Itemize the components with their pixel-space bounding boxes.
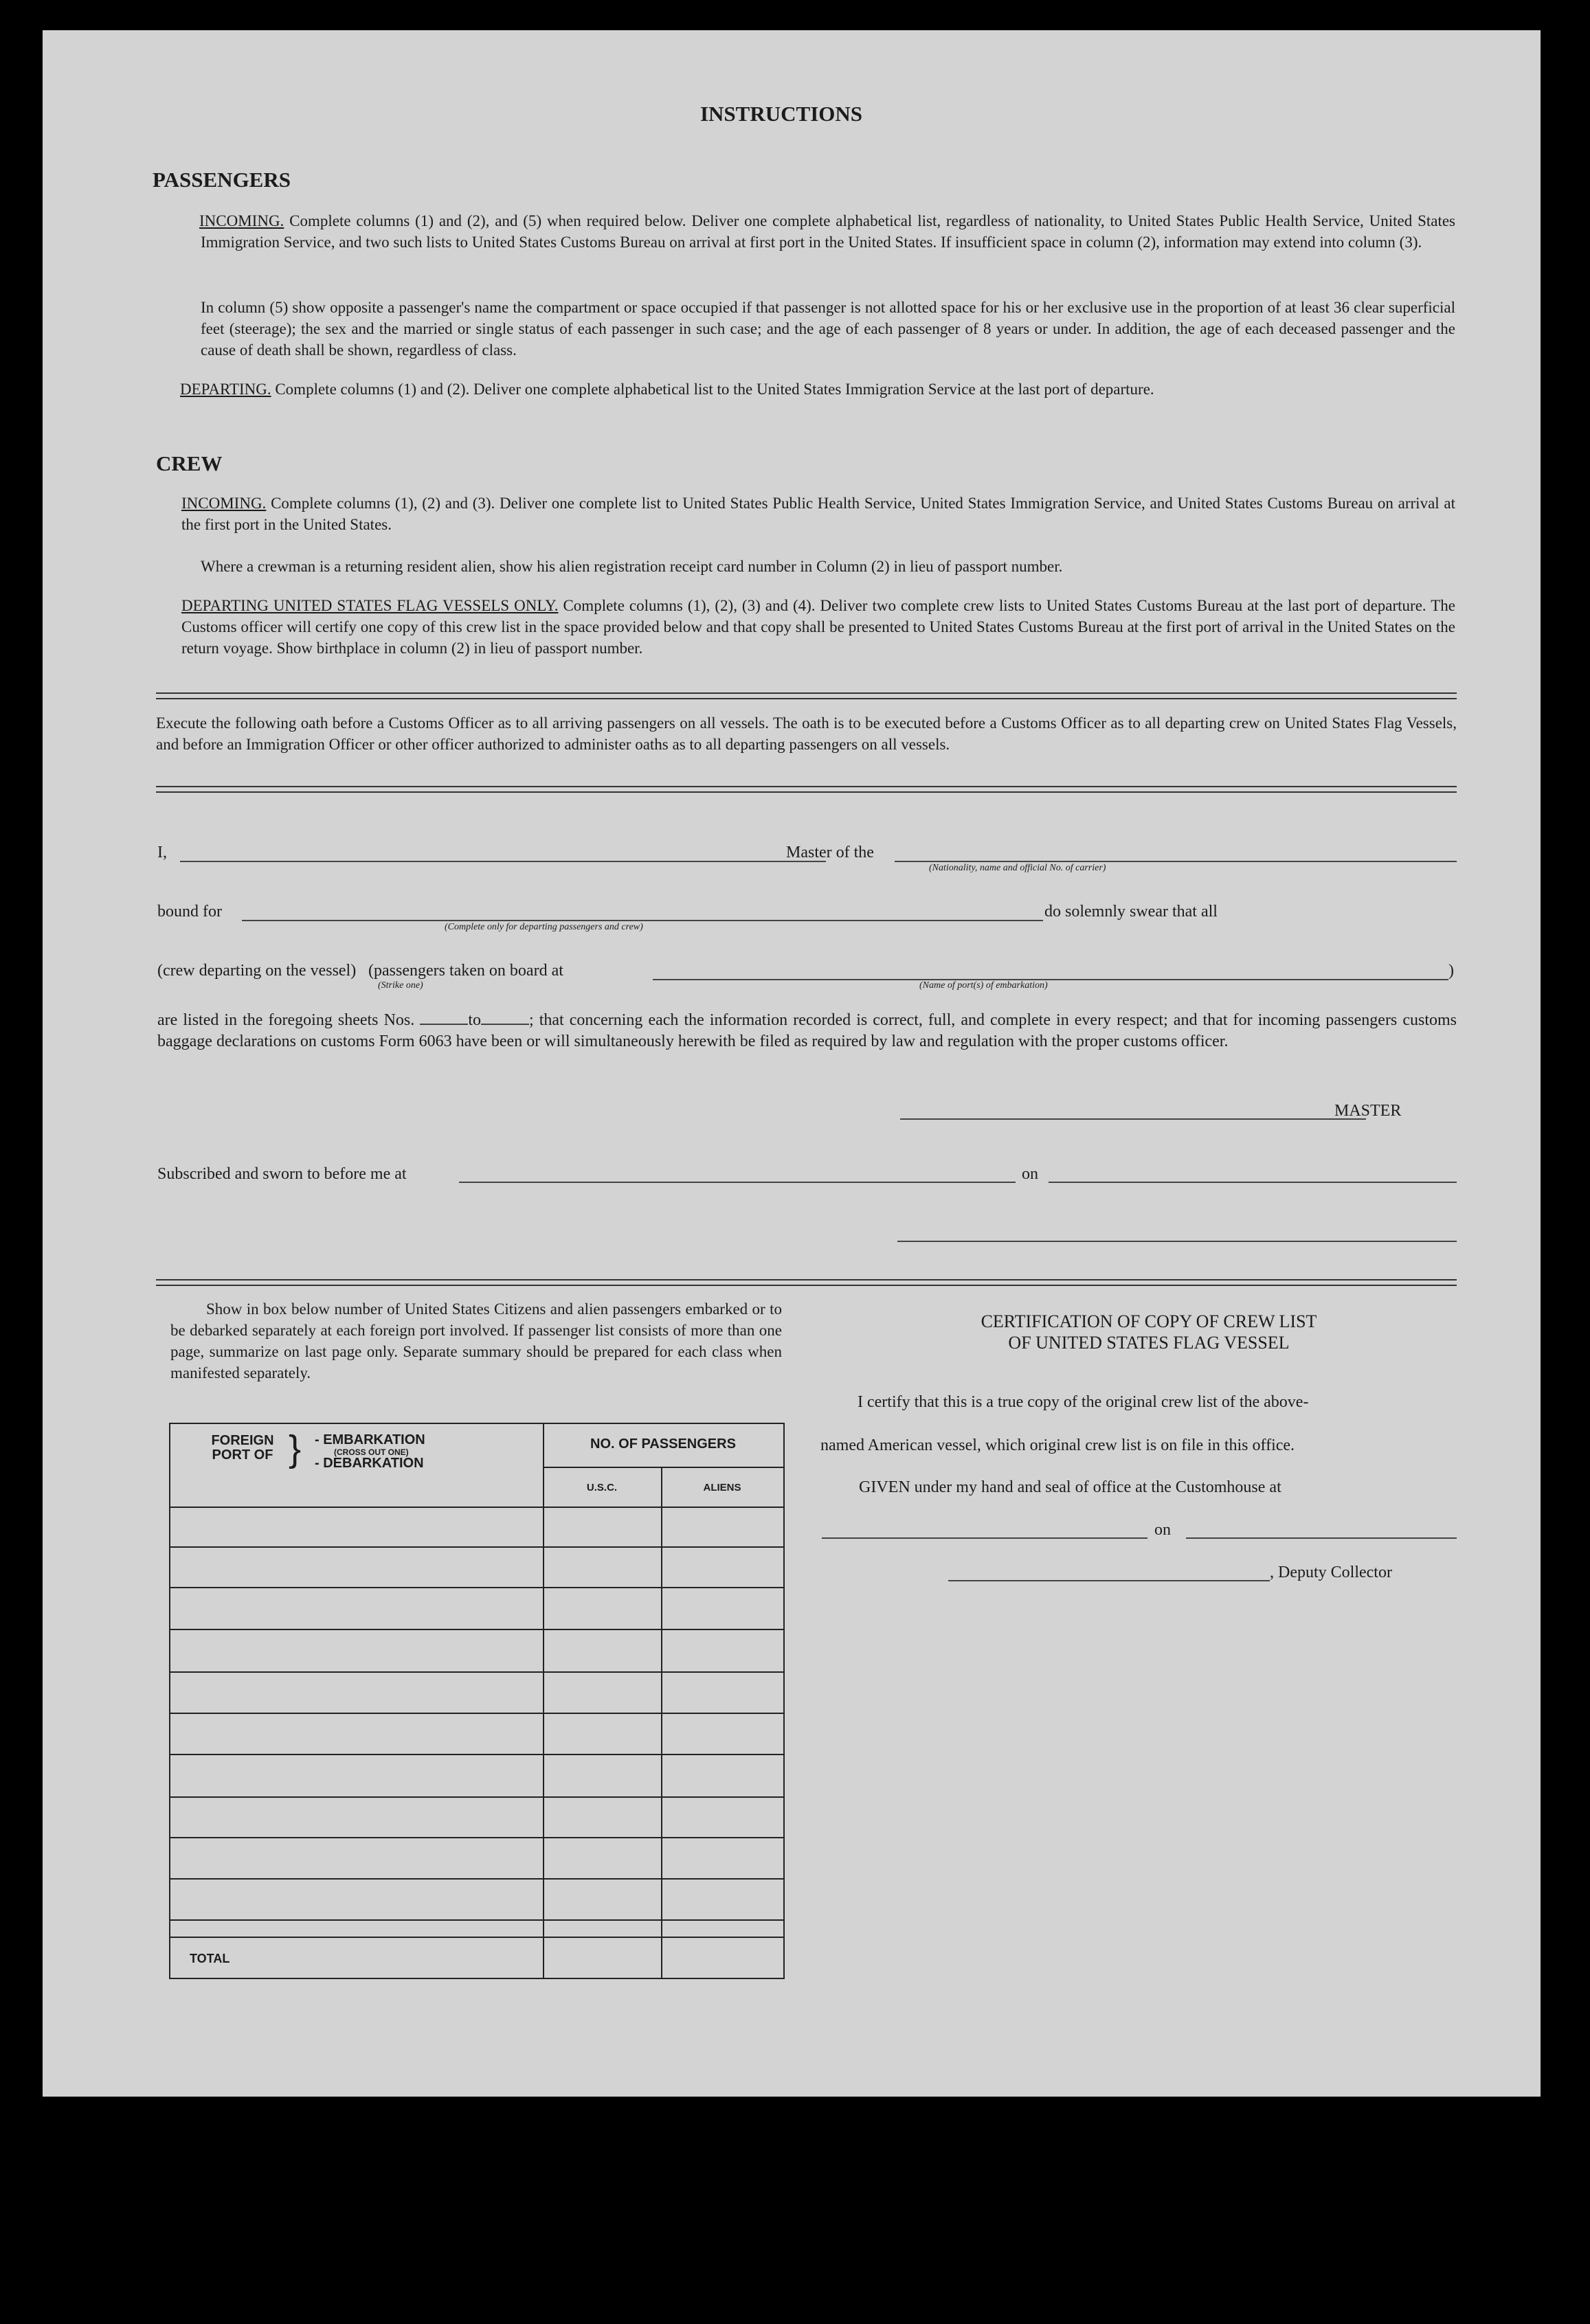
- certification-heading-line1: CERTIFICATION OF COPY OF CREW LIST: [981, 1311, 1317, 1331]
- divider: [156, 1279, 1457, 1286]
- passengers-incoming-text: Complete columns (1) and (2), and (5) when required below. Deliver one complete alphabetical list, regardless of nationality, to United States Public Health Service, United States Immigration Service, and two such lists to United States Customs Bureau on arrival at first port in the United States. If insufficient space in column (2), information may extend into column (3).: [201, 212, 1456, 251]
- divider: [156, 692, 1457, 699]
- oath-i-label: I,: [157, 844, 167, 861]
- certification-date-field[interactable]: [1186, 1537, 1457, 1539]
- certify-line1: I certify that this is a true copy of the original crew list of the above-: [858, 1393, 1309, 1411]
- passenger-summary-table: [169, 1423, 785, 1979]
- passengers-departing-text: Complete columns (1) and (2). Deliver one complete alphabetical list to the United States Immigration Service at the last port of departure.: [275, 381, 1154, 398]
- certification-on-label: on: [1154, 1521, 1171, 1539]
- bound-for-label: bound for: [157, 903, 222, 921]
- brace: }: [289, 1428, 302, 1469]
- deputy-collector-label: , Deputy Collector: [1270, 1564, 1392, 1581]
- passengers-column5-paragraph: In column (5) show opposite a passenger's name the compartment or space occupied if that passenger is not allotted space for his or her exclusive use in the proportion of at least 36 clear superficial feet (steerage); the sex and the married or single status of each passenger in such case; and the age of each passenger of 8 years or under. In addition, the age of each deceased passenger and the cause of death shall be shown, regardless of class.: [201, 299, 1455, 359]
- crew-incoming-text: Complete columns (1), (2) and (3). Deliver one complete list to United States Public Health Service, United States Immigration Service, and United States Customs Bureau on arrival at the first port in the United States.: [181, 495, 1456, 533]
- crew-departing-text: Complete columns (1), (2), (3) and (4). Deliver two complete crew lists to United States Customs Bureau at the last port of departure. The Customs officer will certify one copy of this crew list in the space provided below and that copy shall be presented to United States Customs Bureau at the first port of arrival in the United States on the return voyage. Show birthplace in column (2) in lieu of passport number.: [181, 597, 1456, 657]
- deputy-signature-field[interactable]: [948, 1580, 1270, 1581]
- subscribed-date-field[interactable]: [1049, 1182, 1457, 1183]
- certification-heading: [840, 1311, 1458, 1353]
- usc-header: U.S.C.: [586, 1482, 618, 1493]
- carrier-field[interactable]: [895, 861, 1457, 862]
- passengers-incoming-label: INCOMING.: [199, 212, 284, 229]
- swear-label: do solemnly swear that all: [1044, 903, 1218, 921]
- departing-hint: (Complete only for departing passengers and crew): [445, 922, 643, 932]
- crew-option[interactable]: (crew departing on the vessel): [157, 962, 357, 980]
- total-label: TOTAL: [190, 1952, 230, 1965]
- form-page: [43, 30, 1541, 2097]
- master-signature-field[interactable]: [900, 1118, 1366, 1120]
- passengers-incoming-paragraph: [201, 210, 1455, 253]
- divider: [156, 786, 1457, 793]
- cross-out-hint: (CROSS OUT ONE): [334, 1447, 409, 1457]
- crew-incoming-paragraph: [181, 493, 1455, 535]
- summary-instructions: Show in box below number of United States Citizens and alien passengers embarked or to be debarked separately at each foreign port involved. If passenger list consists of more than one page, summarize on last page only. Separate summary should be prepared for each class when manifested separately.: [170, 1300, 782, 1381]
- strike-hint: (Strike one): [378, 980, 423, 991]
- no-of-passengers-header: NO. OF PASSENGERS: [590, 1436, 736, 1452]
- foreign-port-header: FOREIGN PORT OF: [211, 1433, 274, 1463]
- officer-signature-field[interactable]: [897, 1241, 1457, 1242]
- subscribed-on-label: on: [1022, 1165, 1038, 1183]
- embarkation-header: - EMBARKATION: [315, 1432, 425, 1447]
- crew-resident-paragraph: Where a crewman is a returning resident alien, show his alien registration receipt card number in Column (2) in lieu of passport number.: [201, 558, 1063, 575]
- sheet-to-field[interactable]: [481, 1024, 529, 1025]
- oath-paragraph: [157, 1010, 1457, 1052]
- listed-prefix: are listed in the foregoing sheets Nos.: [157, 1011, 415, 1029]
- oath-intro: Execute the following oath before a Customs Officer as to all arriving passengers on all vessels. The oath is to be executed before a Customs Officer as to all departing crew on United States Flag Vessels, and before an Immigration Officer or other officer authorized to administer oaths as to all departing passengers on all vessels.: [156, 714, 1457, 753]
- bound-for-field[interactable]: [242, 920, 1043, 921]
- passengers-departing-label: DEPARTING.: [180, 381, 271, 398]
- aliens-header: ALIENS: [703, 1482, 741, 1493]
- sheet-from-field[interactable]: [420, 1024, 468, 1025]
- master-label: MASTER: [1334, 1102, 1402, 1120]
- passengers-departing-paragraph: [180, 379, 1455, 400]
- subscribed-place-field[interactable]: [459, 1182, 1016, 1183]
- embarkation-port-field[interactable]: [653, 979, 1448, 980]
- close-paren: ): [1448, 962, 1454, 980]
- crew-departing-label: DEPARTING UNITED STATES FLAG VESSELS ONLY.: [181, 597, 559, 614]
- nationality-hint: (Nationality, name and official No. of carrier): [929, 863, 1106, 873]
- page-title: INSTRUCTIONS: [699, 102, 862, 126]
- listed-text: ; that concerning each the information recorded is correct, full, and complete in every respect; and that for incoming passengers customs baggage declarations on customs Form 6063 have been or will simultaneously herewith be filed as required by law and regulation with the proper customs officer.: [157, 1011, 1457, 1050]
- given-text: GIVEN under my hand and seal of office at the Customhouse at: [859, 1478, 1281, 1496]
- certify-line2: named American vessel, which original crew list is on file in this office.: [820, 1436, 1295, 1454]
- passengers-heading: PASSENGERS: [153, 168, 291, 192]
- subscribed-label: Subscribed and sworn to before me at: [157, 1165, 407, 1183]
- master-name-field[interactable]: [180, 861, 826, 862]
- customhouse-field[interactable]: [822, 1537, 1147, 1539]
- crew-incoming-label: INCOMING.: [181, 495, 267, 512]
- debarkation-header: - DEBARKATION: [315, 1456, 424, 1471]
- master-of-label: Master of the: [786, 844, 874, 861]
- crew-heading: CREW: [156, 451, 223, 475]
- certification-heading-line2: OF UNITED STATES FLAG VESSEL: [1008, 1333, 1290, 1353]
- port-hint: (Name of port(s) of embarkation): [919, 980, 1048, 991]
- crew-departing-paragraph: [181, 595, 1455, 659]
- passenger-option[interactable]: (passengers taken on board at: [368, 962, 563, 980]
- listed-to: to: [468, 1011, 481, 1029]
